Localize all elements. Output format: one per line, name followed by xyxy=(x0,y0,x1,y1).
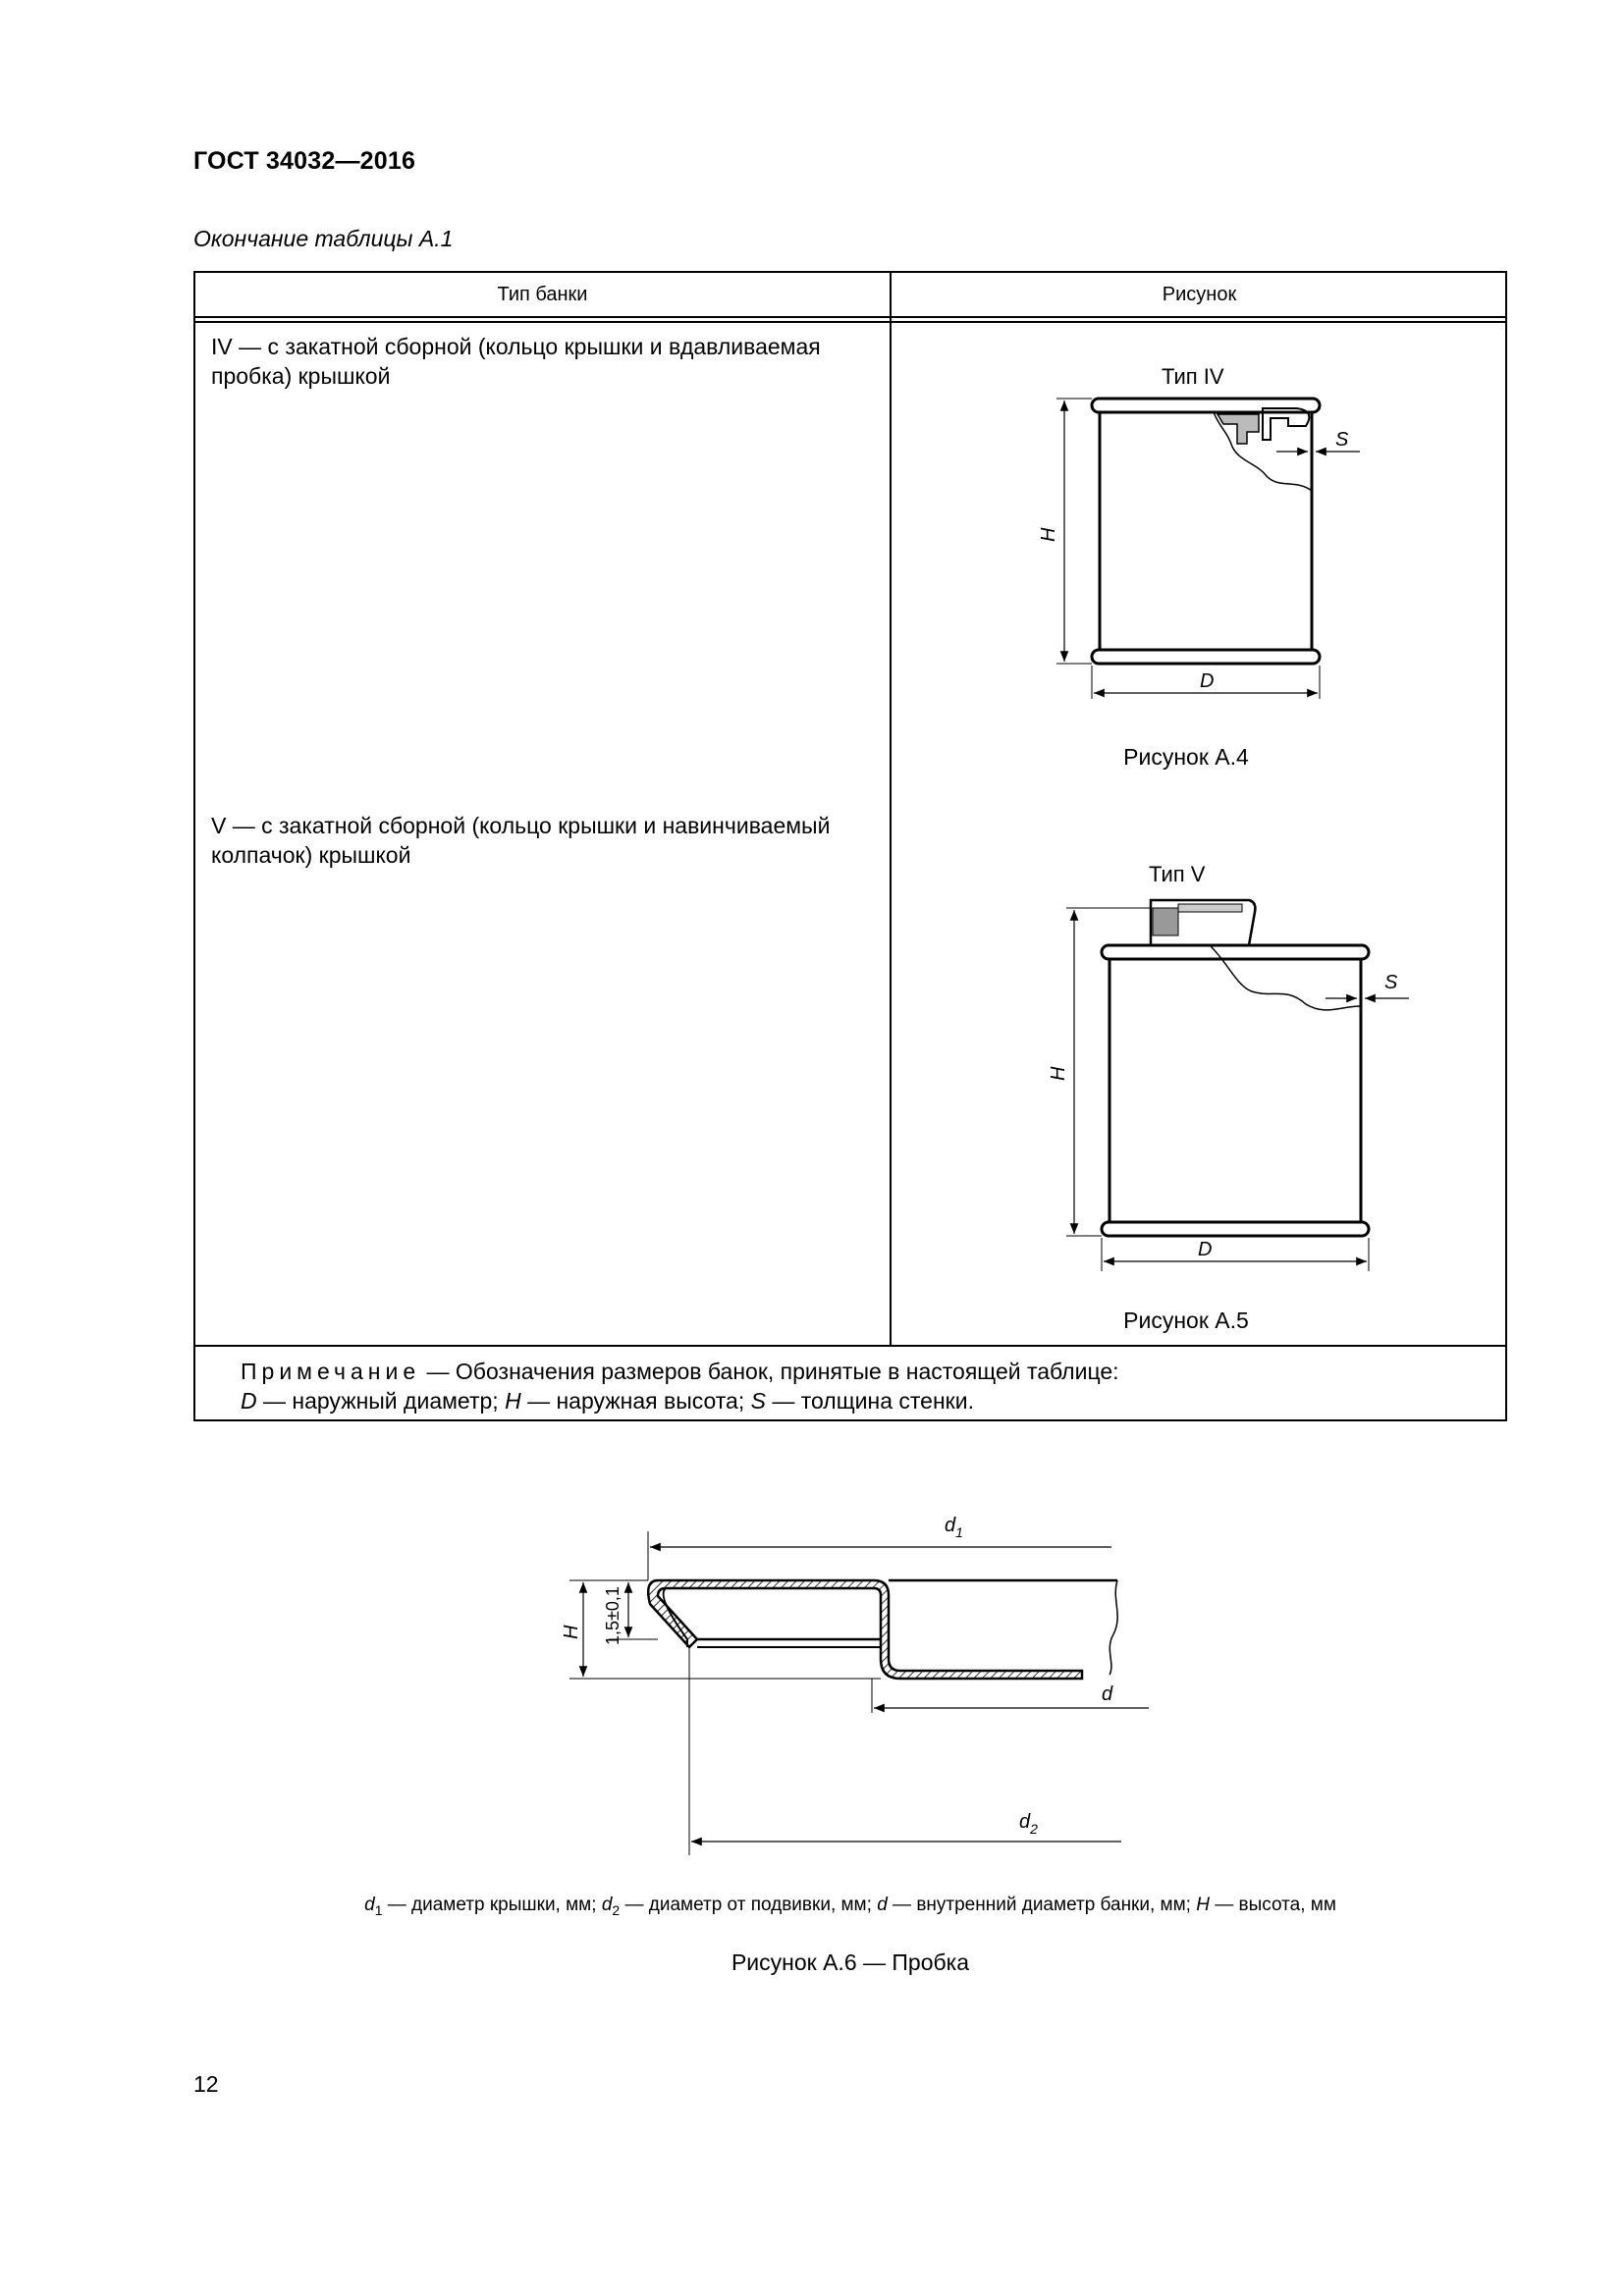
legend-d2-symbol: d xyxy=(601,1895,613,1915)
figure-a5-type-label: Тип V xyxy=(1149,862,1206,886)
legend-d-text: — внутренний диаметр банки, мм; xyxy=(887,1895,1197,1915)
dim-h-label: H xyxy=(561,1625,582,1639)
figure-a5-caption: Рисунок А.5 xyxy=(1123,1308,1249,1333)
column-header-figure: Рисунок xyxy=(1162,284,1237,305)
can-top-bead xyxy=(1102,945,1369,959)
figure-a4-type-label: Тип IV xyxy=(1162,364,1224,389)
note-s-text: — толщина стенки. xyxy=(765,1388,974,1414)
legend-d2-text: — диаметр от подвивки, мм; xyxy=(620,1895,878,1915)
note-divider xyxy=(195,1345,1507,1347)
note-label: Примечание xyxy=(241,1359,421,1384)
document-number: ГОСТ 34032—2016 xyxy=(193,147,416,175)
note-s-symbol: S xyxy=(750,1388,766,1414)
header-divider-second xyxy=(195,321,1507,323)
can-top-bead xyxy=(1092,399,1320,412)
header-divider xyxy=(195,316,1507,318)
column-header-type: Тип банки xyxy=(497,284,588,305)
figure-a4-caption: Рисунок А.4 xyxy=(1123,744,1249,770)
row-type-iv-text: IV — с закатной сборной (кольцо крышки и вдавливаемая пробка) крышкой xyxy=(211,334,821,389)
dim-d-label: D xyxy=(1198,1239,1213,1260)
dim-d-label: D xyxy=(1200,670,1215,692)
legend-d2-subscript: 2 xyxy=(612,1901,621,1918)
dim-d-label: d xyxy=(1102,1683,1113,1705)
legend-h-text: — высота, мм xyxy=(1209,1895,1336,1915)
figure-a6-legend xyxy=(193,1895,1507,1918)
note-line1: — Обозначения размеров банок, принятые в настоящей таблице: xyxy=(420,1359,1119,1384)
figure-a6-drawing xyxy=(550,1502,1159,1875)
figure-a6-caption: Рисунок А.6 — Пробка xyxy=(731,1949,970,1975)
dim-s-label: S xyxy=(1384,972,1398,993)
dim-h-label: H xyxy=(1038,527,1059,542)
can-bottom-bead xyxy=(1092,650,1320,664)
can-bottom-bead xyxy=(1102,1222,1369,1236)
note-h-text: — наружная высота; xyxy=(520,1388,751,1414)
note-d-symbol: D xyxy=(241,1388,257,1414)
legend-d-symbol: d xyxy=(877,1895,888,1915)
note-d-text: — наружный диаметр; xyxy=(256,1388,506,1414)
page-number: 12 xyxy=(193,2071,219,2097)
dim-d1-label xyxy=(945,1515,963,1540)
figure-a5-drawing xyxy=(1041,859,1434,1271)
figure-a4-drawing xyxy=(1031,353,1424,707)
dim-h-label: H xyxy=(1048,1066,1069,1081)
table-caption: Окончание таблицы А.1 xyxy=(193,226,454,251)
legend-d1-subscript: 1 xyxy=(374,1901,383,1918)
legend-d1-symbol: d xyxy=(364,1895,375,1915)
dim-d1-subscript: 1 xyxy=(955,1524,963,1540)
column-divider xyxy=(890,273,892,1345)
dim-d2-symbol: d xyxy=(1019,1811,1031,1833)
legend-d1-text: — диаметр крышки, мм; xyxy=(382,1895,602,1915)
dim-d1-symbol: d xyxy=(945,1515,956,1536)
table-note xyxy=(241,1357,1488,1415)
dim-d2-label xyxy=(1019,1811,1038,1837)
dim-d2-subscript: 2 xyxy=(1030,1821,1038,1837)
dim-s-label: S xyxy=(1335,429,1349,451)
plug-profile xyxy=(648,1580,1082,1679)
dim-tolerance-label: 1,5±0,1 xyxy=(603,1586,623,1645)
legend-h-symbol: H xyxy=(1196,1895,1210,1915)
row-type-v-text: V — с закатной сборной (кольцо крышки и навинчиваемый колпачок) крышкой xyxy=(211,813,831,868)
note-h-symbol: H xyxy=(505,1388,521,1414)
